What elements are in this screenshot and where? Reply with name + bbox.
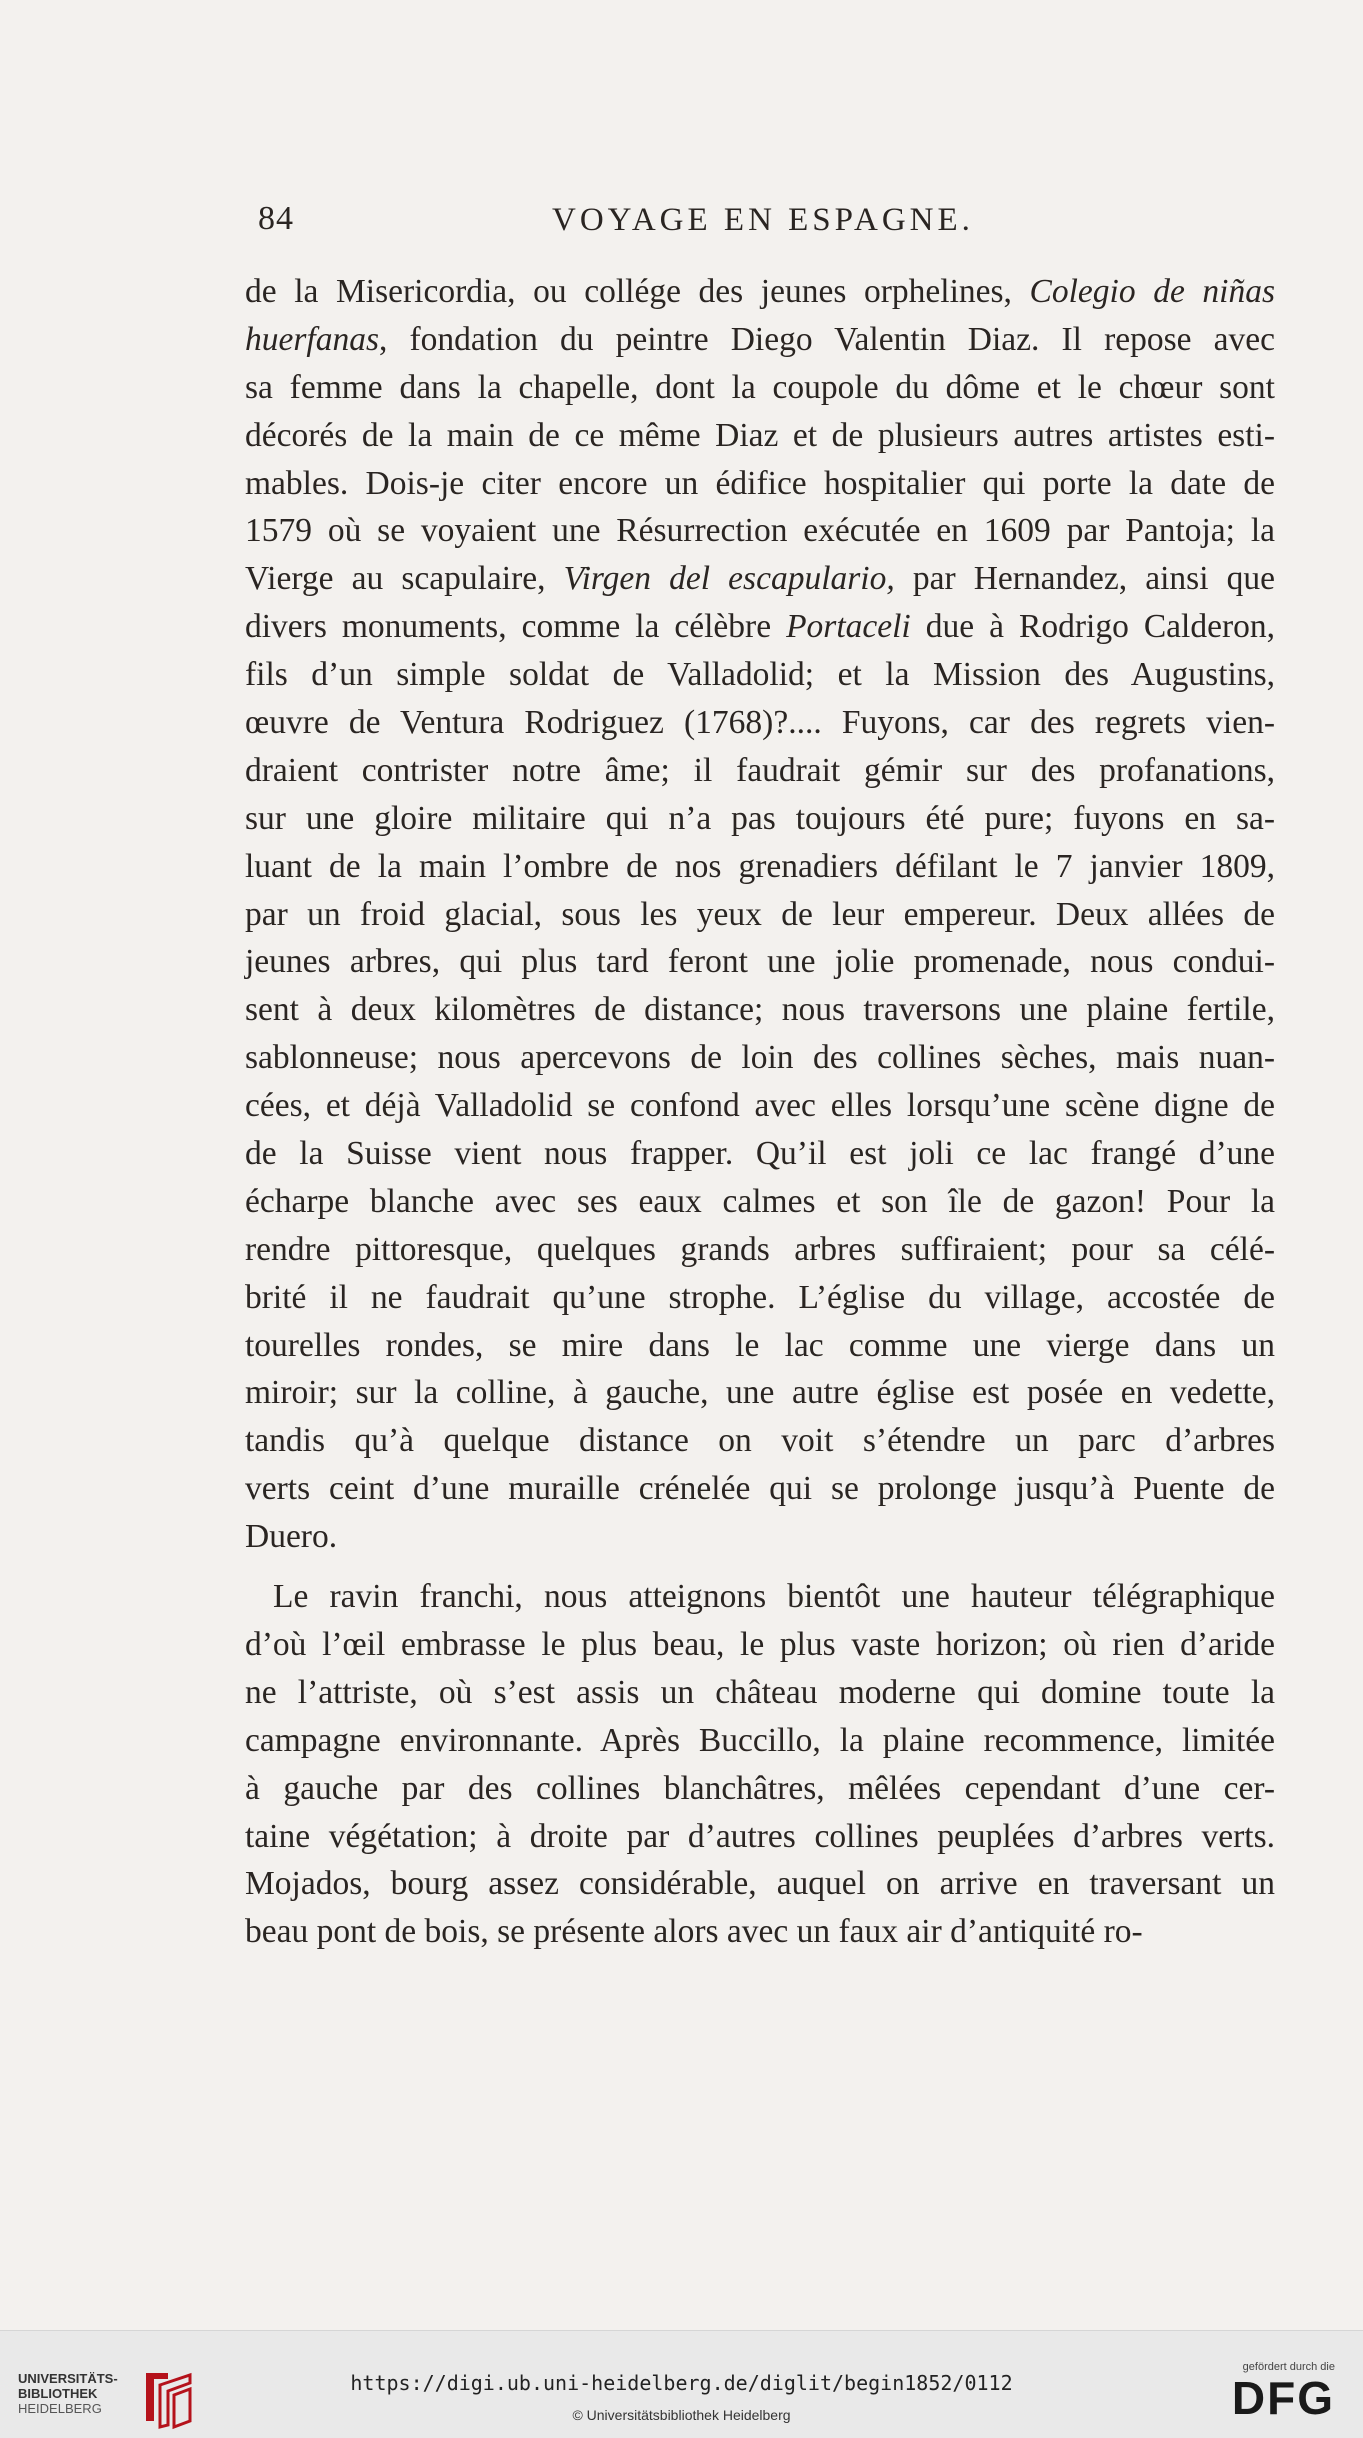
text-line (245, 1417, 1275, 1465)
text-segment: cées, et déjà Valladolid se confond avec elles lorsqu’une scène digne de (245, 1087, 1275, 1125)
italic-text: Virgen del escapulario, (563, 560, 895, 598)
text-line (245, 507, 1275, 555)
text-segment: luant de la main l’ombre de nos grenadiers défilant le 7 janvier 1809, (245, 847, 1275, 885)
text-segment: écharpe blanche avec ses eaux calmes et son île de gazon! Pour la (245, 1182, 1275, 1220)
text-segment: miroir; sur la colline, à gauche, une autre église est posée en vedette, (245, 1374, 1275, 1412)
text-line (245, 364, 1275, 412)
text-segment: Le ravin franchi, nous atteignons bientôt une hauteur télégraphique (273, 1578, 1275, 1616)
text-line (245, 268, 1275, 316)
running-title: VOYAGE EN ESPAGNE. (552, 202, 974, 238)
text-segment: divers monuments, comme la célèbre (245, 608, 787, 646)
text-segment: sa femme dans la chapelle, dont la coupole du dôme et le chœur sont (245, 368, 1275, 406)
text-segment: sablonneuse; nous apercevons de loin des collines sèches, mais nuan- (245, 1039, 1275, 1077)
text-segment: par Hernandez, ainsi que (894, 560, 1275, 598)
text-line (245, 1465, 1275, 1513)
paragraph-2 (245, 1573, 1275, 1956)
body-text (245, 268, 1275, 1956)
text-line (245, 843, 1275, 891)
text-line (245, 1669, 1275, 1717)
paragraph-gap (245, 1561, 1275, 1573)
text-line (245, 986, 1275, 1034)
text-line (245, 1082, 1275, 1130)
text-line (245, 555, 1275, 603)
text-line (245, 1621, 1275, 1669)
text-line (245, 1513, 1275, 1561)
paragraph-1 (245, 268, 1275, 1561)
text-line (245, 1274, 1275, 1322)
library-name-line3: HEIDELBERG (18, 2401, 102, 2416)
text-line (245, 1226, 1275, 1274)
text-line (245, 603, 1275, 651)
text-segment: draient contrister notre âme; il faudrait gémir sur des profanations, (245, 751, 1275, 789)
text-line (245, 1369, 1275, 1417)
text-segment: de la Suisse vient nous frapper. Qu’il est joli ce lac frangé d’une (245, 1135, 1275, 1173)
library-name-line1: UNIVERSITÄTS- (18, 2371, 118, 2386)
text-line (245, 699, 1275, 747)
text-line (245, 1908, 1275, 1956)
text-segment: par un froid glacial, sous les yeux de leur empereur. Deux allées de (245, 895, 1275, 933)
digitization-footer (0, 2330, 1363, 2438)
text-segment: Vierge au scapulaire, (245, 560, 564, 598)
text-segment: Duero. (245, 1518, 338, 1556)
text-segment: d’où l’œil embrasse le plus beau, le plus vaste horizon; où rien d’aride (245, 1625, 1275, 1663)
text-line (245, 891, 1275, 939)
copyright-notice: © Universitätsbibliothek Heidelberg (572, 2407, 791, 2423)
text-line (245, 651, 1275, 699)
text-line (245, 1765, 1275, 1813)
text-segment: , fondation du peintre Diego Valentin Diaz. Il repose avec (379, 320, 1275, 358)
text-segment: de la Misericordia, ou collége des jeunes orphelines, (245, 273, 1030, 310)
page-number: 84 (258, 200, 294, 237)
text-line (245, 1717, 1275, 1765)
text-line (245, 795, 1275, 843)
text-segment: due à Rodrigo Calderon, (910, 608, 1275, 646)
text-segment: rendre pittoresque, quelques grands arbres suffiraient; pour sa célé- (245, 1230, 1275, 1268)
text-segment: mables. Dois-je citer encore un édifice hospitalier qui porte la date de (245, 464, 1275, 502)
text-line (245, 1322, 1275, 1370)
text-segment: sur une gloire militaire qui n’a pas toujours été pure; fuyons en sa- (245, 799, 1275, 837)
text-segment: œuvre de Ventura Rodriguez (1768)?.... Fuyons, car des regrets vien- (245, 704, 1275, 742)
funder-block[interactable] (1205, 2361, 1335, 2433)
text-segment: taine végétation; à droite par d’autres collines peuplées d’arbres verts. (245, 1817, 1275, 1855)
text-line (245, 1178, 1275, 1226)
text-segment: ne l’attriste, où s’est assis un château moderne qui domine toute la (245, 1673, 1275, 1711)
italic-text: huerfanas (245, 320, 379, 358)
text-segment: tourelles rondes, se mire dans le lac comme une vierge dans un (245, 1326, 1275, 1364)
text-line (245, 1573, 1275, 1621)
text-line (245, 747, 1275, 795)
funded-by-label: gefördert durch die (1242, 2361, 1335, 2373)
italic-text: Portaceli (786, 608, 911, 646)
text-segment: tandis qu’à quelque distance on voit s’étendre un parc d’arbres (245, 1422, 1275, 1460)
text-segment: décorés de la main de ce même Diaz et de plusieurs autres artistes esti- (245, 416, 1275, 454)
text-line (245, 1860, 1275, 1908)
text-segment: Mojados, bourg assez considérable, auquel on arrive en traversant un (245, 1865, 1275, 1903)
text-line (245, 412, 1275, 460)
italic-text: Colegio de niñas (1029, 273, 1276, 310)
text-line (245, 1034, 1275, 1082)
text-line (245, 316, 1275, 364)
text-segment: sent à deux kilomètres de distance; nous traversons une plaine fertile, (245, 991, 1275, 1029)
text-segment: 1579 où se voyaient une Résurrection exécutée en 1609 par Pantoja; la (245, 512, 1275, 550)
text-segment: à gauche par des collines blanchâtres, mêlées cependant d’une cer- (245, 1769, 1275, 1807)
permalink-url[interactable]: https://digi.ub.uni-heidelberg.de/diglit/begin1852/0112 (350, 2371, 1013, 2395)
text-segment: verts ceint d’une muraille crénelée qui se prolonge jusqu’à Puente de (245, 1470, 1275, 1508)
text-line (245, 1130, 1275, 1178)
running-head (252, 200, 1272, 260)
text-line (245, 460, 1275, 508)
text-segment: jeunes arbres, qui plus tard feront une jolie promenade, nous condui- (245, 943, 1275, 981)
dfg-logo: DFG (1231, 2372, 1335, 2424)
text-segment: campagne environnante. Après Buccillo, la plaine recommence, limitée (245, 1721, 1275, 1759)
text-line (245, 938, 1275, 986)
text-segment: fils d’un simple soldat de Valladolid; et la Mission des Augustins, (245, 656, 1275, 694)
text-segment: beau pont de bois, se présente alors avec un faux air d’antiquité ro- (245, 1913, 1143, 1951)
text-line (245, 1813, 1275, 1861)
text-segment: brité il ne faudrait qu’une strophe. L’église du village, accostée de (245, 1278, 1275, 1316)
library-name-line2: BIBLIOTHEK (18, 2386, 98, 2401)
